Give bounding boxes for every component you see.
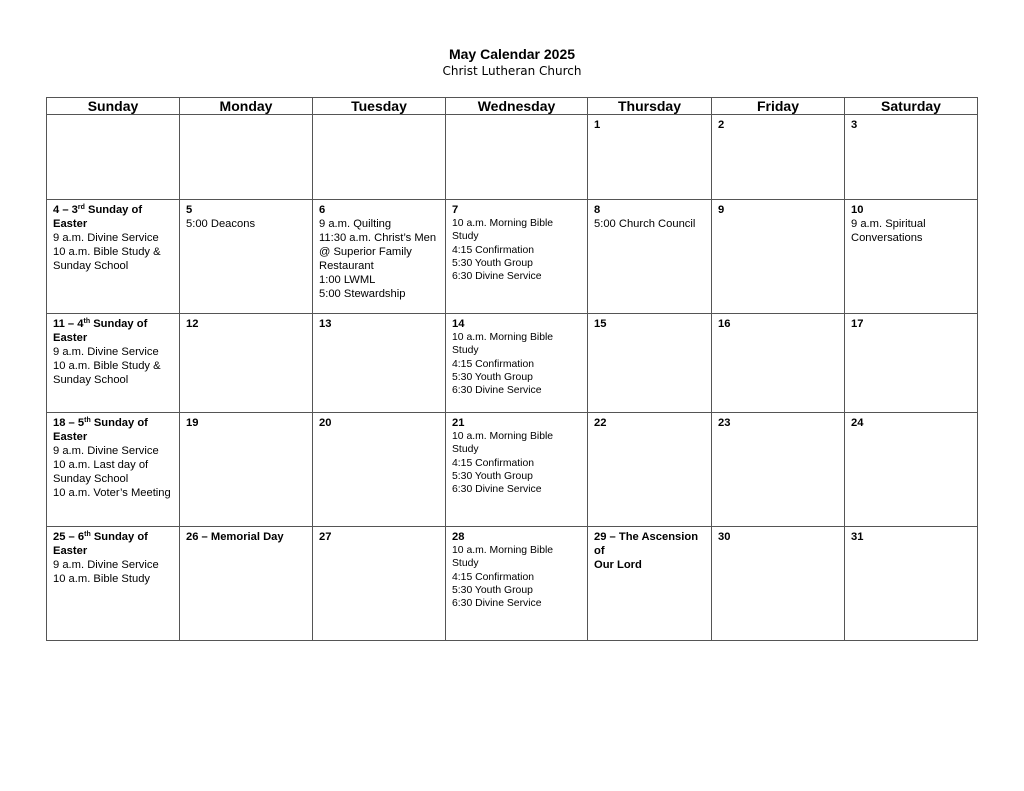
- day-cell-empty: [313, 115, 446, 200]
- day-cell-may-6: [313, 200, 446, 314]
- day-number: 30: [718, 531, 731, 543]
- day-cell-may-1: [588, 115, 712, 200]
- header-wednesday: Wednesday: [446, 98, 588, 115]
- weekday-header-row: [47, 98, 978, 115]
- event: 6:30 Divine Service: [452, 271, 542, 283]
- day-number: 2: [718, 119, 725, 131]
- day-number: 5: [186, 204, 193, 216]
- day-number: 26 – Memorial Day: [186, 531, 284, 543]
- event: 6:30 Divine Service: [452, 484, 542, 496]
- day-number: 7: [452, 204, 459, 216]
- event: 10 a.m. Morning Bible Study: [452, 545, 554, 570]
- event: 9 a.m. Quilting: [319, 218, 392, 230]
- day-cell-may-2: [712, 115, 845, 200]
- day-number: 21: [452, 417, 465, 429]
- day-number: 23: [718, 417, 731, 429]
- day-number: 27: [319, 531, 332, 543]
- day-number: 14: [452, 318, 465, 330]
- event: Sunday School: [53, 374, 129, 386]
- event: 10 a.m. Voter’s Meeting: [53, 487, 171, 499]
- event: 10 a.m. Morning Bible Study: [452, 332, 554, 357]
- week-row: [47, 527, 978, 641]
- event: 6:30 Divine Service: [452, 385, 542, 397]
- header-thursday: Thursday: [588, 98, 712, 115]
- day-number: 13: [319, 318, 332, 330]
- day-title-line2: Easter: [53, 431, 88, 443]
- day-cell-may-23: [712, 413, 845, 527]
- ordinal-suffix: rd: [77, 204, 85, 211]
- event: 9 a.m. Divine Service: [53, 445, 159, 457]
- day-cell-may-4: [47, 200, 180, 314]
- event: 10 a.m. Last day of: [53, 459, 149, 471]
- event: 10 a.m. Morning Bible Study: [452, 218, 554, 243]
- day-number: 15: [594, 318, 607, 330]
- day-cell-may-11: [47, 314, 180, 413]
- event: @ Superior Family: [319, 246, 412, 258]
- day-number: 17: [851, 318, 864, 330]
- event: 4:15 Confirmation: [452, 358, 535, 370]
- day-cell-may-14: [446, 314, 588, 413]
- day-number: 31: [851, 531, 864, 543]
- day-cell-may-5: [180, 200, 313, 314]
- day-cell-may-12: [180, 314, 313, 413]
- day-cell-may-15: [588, 314, 712, 413]
- ordinal-suffix: th: [83, 318, 91, 325]
- day-title: Sunday of: [90, 318, 148, 330]
- day-cell-may-22: [588, 413, 712, 527]
- header-tuesday: Tuesday: [313, 98, 446, 115]
- day-cell-empty: [446, 115, 588, 200]
- day-cell-may-3: [845, 115, 978, 200]
- ordinal-suffix: th: [84, 531, 91, 538]
- day-number: 8: [594, 204, 601, 216]
- week-row: [47, 115, 978, 200]
- day-number: 1: [594, 119, 601, 131]
- event: 5:00 Church Council: [594, 218, 696, 230]
- event: 9 a.m. Divine Service: [53, 559, 159, 571]
- day-number: 16: [718, 318, 731, 330]
- day-cell-may-13: [313, 314, 446, 413]
- day-number: 9: [718, 204, 725, 216]
- event: 9 a.m. Divine Service: [53, 346, 159, 358]
- day-title: Sunday of Easter: [53, 204, 143, 230]
- day-title-line2: Easter: [53, 332, 88, 344]
- header-monday: Monday: [180, 98, 313, 115]
- day-cell-may-19: [180, 413, 313, 527]
- day-cell-may-26: [180, 527, 313, 641]
- day-heading: [53, 317, 173, 331]
- event: Restaurant: [319, 260, 374, 272]
- header-friday: Friday: [712, 98, 845, 115]
- event: 5:00 Deacons: [186, 218, 256, 230]
- day-number: 22: [594, 417, 607, 429]
- page-subtitle: Christ Lutheran Church: [442, 64, 582, 78]
- event: 9 a.m. Spiritual: [851, 218, 926, 230]
- event: 10 a.m. Bible Study &: [53, 360, 161, 372]
- event: 6:30 Divine Service: [452, 598, 542, 610]
- event: Sunday School: [53, 260, 129, 272]
- day-cell-may-16: [712, 314, 845, 413]
- day-cell-may-8: [588, 200, 712, 314]
- event: 5:30 Youth Group: [452, 470, 533, 482]
- day-number: 25 – 6: [53, 531, 85, 543]
- calendar-grid: [46, 97, 978, 641]
- event: 4:15 Confirmation: [452, 571, 535, 583]
- day-cell-may-7: [446, 200, 588, 314]
- day-number: 6: [319, 204, 326, 216]
- day-cell-may-9: [712, 200, 845, 314]
- day-cell-empty: [180, 115, 313, 200]
- day-number: 24: [851, 417, 864, 429]
- day-number: 12: [186, 318, 199, 330]
- event: 10 a.m. Bible Study: [53, 573, 151, 585]
- week-row: [47, 413, 978, 527]
- day-cell-may-10: [845, 200, 978, 314]
- day-title-line2: Easter: [53, 545, 88, 557]
- header-saturday: Saturday: [845, 98, 978, 115]
- day-heading: [53, 530, 173, 544]
- event: Conversations: [851, 232, 923, 244]
- day-number: 4 – 3: [53, 204, 78, 216]
- day-number: 19: [186, 417, 199, 429]
- header-sunday: Sunday: [47, 98, 180, 115]
- event: 5:30 Youth Group: [452, 584, 533, 596]
- event: 5:00 Stewardship: [319, 288, 406, 300]
- day-cell-may-18: [47, 413, 180, 527]
- day-title-line2: Our Lord: [594, 559, 642, 571]
- day-heading: [53, 416, 173, 430]
- day-number: 29 – The Ascension of: [594, 531, 699, 557]
- day-cell-may-24: [845, 413, 978, 527]
- day-cell-may-28: [446, 527, 588, 641]
- event: 11:30 a.m. Christ’s Men: [319, 232, 437, 244]
- day-cell-may-21: [446, 413, 588, 527]
- day-title: Sunday of: [90, 417, 148, 429]
- day-cell-may-20: [313, 413, 446, 527]
- day-number: 28: [452, 531, 465, 543]
- event: 9 a.m. Divine Service: [53, 232, 159, 244]
- day-number: 11 – 4: [53, 318, 84, 330]
- week-row: [47, 200, 978, 314]
- day-cell-may-17: [845, 314, 978, 413]
- event: 10 a.m. Morning Bible Study: [452, 431, 554, 456]
- day-cell-may-25: [47, 527, 180, 641]
- day-cell-may-29: [588, 527, 712, 641]
- day-heading: [53, 203, 173, 231]
- day-cell-empty: [47, 115, 180, 200]
- day-cell-may-30: [712, 527, 845, 641]
- day-number: 10: [851, 204, 864, 216]
- day-title: Sunday of: [90, 531, 148, 543]
- page-title: May Calendar 2025: [448, 46, 576, 62]
- day-number: 3: [851, 119, 858, 131]
- event: 5:30 Youth Group: [452, 371, 533, 383]
- day-cell-may-27: [313, 527, 446, 641]
- event: 5:30 Youth Group: [452, 257, 533, 269]
- event: 10 a.m. Bible Study &: [53, 246, 161, 258]
- week-row: [47, 314, 978, 413]
- ordinal-suffix: th: [84, 417, 91, 424]
- event: 4:15 Confirmation: [452, 244, 535, 256]
- event: Sunday School: [53, 473, 129, 485]
- event: 4:15 Confirmation: [452, 457, 535, 469]
- day-cell-may-31: [845, 527, 978, 641]
- event: 1:00 LWML: [319, 274, 376, 286]
- day-number: 20: [319, 417, 332, 429]
- day-number: 18 – 5: [53, 417, 85, 429]
